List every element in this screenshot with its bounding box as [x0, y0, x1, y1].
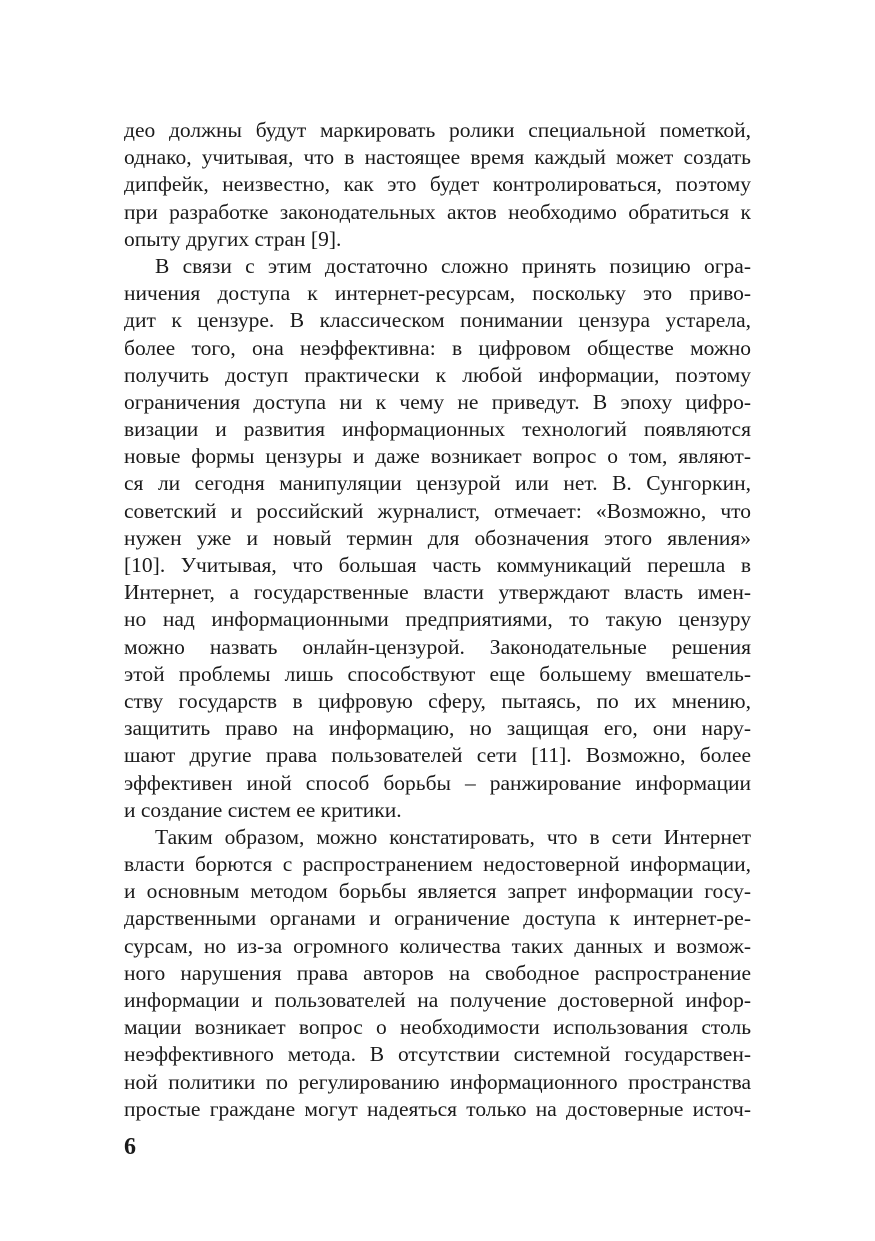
text-line: ного нарушения права авторов на свободное распространение	[124, 960, 751, 985]
text-line: и создание систем ее критики.	[124, 797, 402, 822]
page-number: 6	[124, 1134, 136, 1160]
text-line: информации и пользователей на получение достоверной инфор-	[124, 988, 751, 1012]
text-line: можно назвать онлайн-цензурой. Законодательные решения	[124, 634, 751, 659]
paragraph-3	[124, 824, 751, 1123]
text-line: опыту других стран [9].	[124, 226, 342, 251]
paragraph-1	[124, 117, 751, 253]
text-line: дипфейк, неизвестно, как это будет контролироваться, поэтому	[124, 172, 751, 197]
text-line: ству государств в цифровую сферу, пытаясь, по их мнению,	[124, 688, 751, 713]
text-line: эффективен иной способ борьбы – ранжирование информации	[124, 770, 751, 795]
text-line: дит к цензуре. В классическом понимании цензура устарела,	[124, 308, 751, 333]
text-line: при разработке законодательных актов необходимо обратиться к	[124, 199, 751, 224]
text-line: ной политики по регулированию информационного пространства	[124, 1069, 751, 1094]
text-line: [10]. Учитывая, что большая часть коммуникаций перешла в	[124, 553, 751, 577]
text-line: получить доступ практически к любой информации, поэтому	[124, 362, 751, 387]
text-line: сурсам, но из-за огромного количества таких данных и возмож-	[124, 933, 751, 958]
text-line: неэффективного метода. В отсутствии системной государствен-	[124, 1042, 751, 1067]
text-line: део должны будут маркировать ролики специальной пометкой,	[124, 118, 751, 142]
text-line: ничения доступа к интернет-ресурсам, поскольку это приво-	[124, 281, 751, 306]
text-line: этой проблемы лишь способствуют еще большему вмешатель-	[124, 661, 751, 686]
paragraph-2	[124, 253, 751, 824]
text-line: советский и российский журналист, отмечает: «Возможно, что	[124, 498, 751, 523]
text-line: шают другие права пользователей сети [11]. Возможно, более	[124, 743, 751, 768]
text-line: Таким образом, можно констатировать, что в сети Интернет	[155, 824, 751, 849]
text-line: более того, она неэффективна: в цифровом обществе можно	[124, 335, 751, 360]
text-line: новые формы цензуры и даже возникает вопрос о том, являют-	[124, 444, 751, 469]
text-line: нужен уже и новый термин для обозначения этого явления»	[124, 525, 751, 550]
page-body	[124, 117, 751, 1123]
text-line: простые граждане могут надеяться только на достоверные источ-	[124, 1096, 751, 1121]
text-line: мации возникает вопрос о необходимости использования столь	[124, 1015, 751, 1040]
text-line: но над информационными предприятиями, то такую цензуру	[124, 607, 751, 632]
text-line: и основным методом борьбы является запрет информации госу-	[124, 879, 751, 904]
text-line: ограничения доступа ни к чему не приведут. В эпоху цифро-	[124, 389, 751, 414]
text-line: Интернет, а государственные власти утверждают власть имен-	[124, 580, 751, 605]
text-line: В связи с этим достаточно сложно принять позицию огра-	[155, 253, 751, 278]
text-line: власти борются с распространением недостоверной информации,	[124, 852, 751, 877]
text-line: дарственными органами и ограничение доступа к интернет-ре-	[124, 906, 751, 931]
text-line: однако, учитывая, что в настоящее время каждый может создать	[124, 145, 751, 170]
text-line: защитить право на информацию, но защищая его, они нару-	[124, 716, 751, 741]
text-line: ся ли сегодня манипуляции цензурой или нет. В. Сунгоркин,	[124, 471, 751, 496]
text-line: визации и развития информационных технологий появляются	[124, 417, 751, 442]
